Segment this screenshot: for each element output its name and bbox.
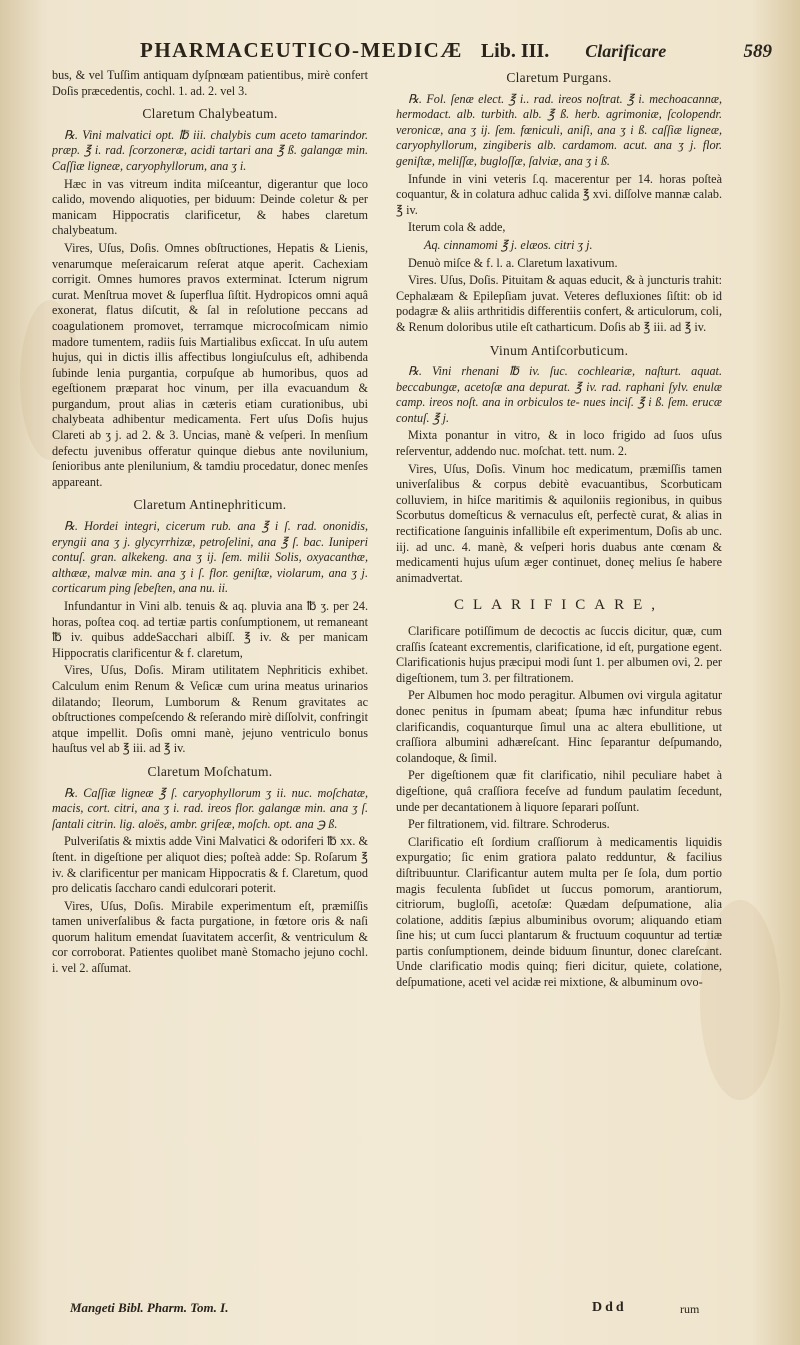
paragraph: Vires, Uſus, Doſis. Mirabile experimentum eſt, præmiſſis tamen univerſalibus & facta purgatione, in fœtore oris & naſi quorum halitum emendat ſuavitatem accerſit, & ventriculum & cor corroborat. Patientes quolibet manè Stomacho jejuno cochl. i. vel 2. aſſumat. xyxy=(52,898,368,976)
right-column xyxy=(396,68,722,1310)
paragraph: Vires, Uſus, Doſis. Miram utilitatem Nephriticis exhibet. Calculum enim Renum & Veſicæ cum urina meatus urinarios dilatando; Ileorum, Lumborum & Renum gravitates ac obſtructiones compeſcendo & reſerando mirè diſſolvit, confringit atque impellit. Doſis omni manè, jejuno ventriculo bonus hauſtus vel ab ℥ iii. ad ℥ iv. xyxy=(52,663,368,756)
paragraph: Vires, Uſus, Doſis. Omnes obſtructiones, Hepatis & Lienis, venarumque meſeraicarum reſerat atque aperit. Cachexiam corrigit. Omnes humores pravos exterminat. Icterum nigrum curat. Menſtrua movet & ſuperflua ſiſtit. Hydropicos omni aquâ exonerat, flatus diſcutit, & ſal in reſolutione peccans ad coagulationem promovet, terramque microcoſmicam nimio madore tumentem, radiis ſuis Martialibus exſiccat. In uſu autem hujus, qui in dictis illis affectibus longiuſculus eſt, adhibenda ſubinde lenia purgantia, corpuſque ab humoribus, quos ad egeſtionem præparat hoc vinum, per illa evacuandum & purgandum, prout alias in cæteris etiam curationibus, ubi chalybeata adhibentur medicamenta. Fert uſus Doſis hujus Clareti ab ʒ j. ad 2. & 3. Uncias, manè & veſperi. In menſium defectu juvenibus offeratur quinque diebus ante novilunium, ſenioribus ante plenilunium, & tamdiu procedatur, donec menſes appareant. xyxy=(52,240,368,489)
paragraph: Vires. Uſus, Doſis. Pituitam & aquas educit, & à juncturis trahit: Cephalæam & Epilepſiam juvat. Veteres defluxiones ſiſtit: ob id podagræ & aliis arthritidis differentiis confert, & articulorum, coli, & Renum doloribus utile eſt catharticum. Doſis ab ℥ iii. ad ℥ iv. xyxy=(396,273,722,334)
chapter-heading: CLARIFICARE, xyxy=(453,597,665,614)
recipe: Aq. cinnamomi ℥ j. elæos. citri ʒ j. xyxy=(424,237,593,252)
paragraph: Denuò miſce & f. l. a. Claretum laxativum. xyxy=(408,255,618,270)
page-header xyxy=(140,38,772,68)
paragraph: Per Albumen hoc modo peragitur. Albumen ovi virgula agitatur donec penitus in ſpumam abeat; ſpuma hæc infunditur rebus clarificandis, coquanturque ſimul una ac altera ebullitione, ut craſſiora albumini adhæreſcant. Hinc ſeparantur deſpumando, colandoque, & ſimil. xyxy=(396,688,722,765)
section-heading: Claretum Antinephriticum. xyxy=(133,497,287,513)
topic-heading: Clarificare xyxy=(585,41,667,61)
section-heading: Claretum Chalybeatum. xyxy=(142,106,278,122)
recipe: ℞. Fol. ſenæ elect. ℥ i.. rad. ireos noſtrat. ℥ i. mechoacannæ, hermodact. alb. turbith. alb. ℥ ß. herb. agrimoniæ, ſcolopendr. veronicæ, ana ʒ ij. ſem. fœniculi, aniſi, ana ʒ i ß. caſſiæ ligneæ, caryophyllorum, zingiberis alb. cardamom. acut. ana ʒ j. flor. geniſtæ, meliſſæ, bugloſſæ, ſalviæ, ana ʒ i ß. xyxy=(396,91,722,168)
paragraph: Pulveriſatis & mixtis adde Vini Malvatici & odoriferi ℔ xx. & ſtent. in digeſtione per aliquot dies; poſteà adde: Sp. Roſarum ℥ iv. & clarificentur per manicam Hippocratis & f. Claretum, quod pro delicatis ſaccharo candi edulcorari poterit. xyxy=(52,834,368,896)
left-column xyxy=(52,68,368,1298)
recipe: ℞. Caſſiæ ligneæ ℥ ſ. caryophyllorum ʒ ii. nuc. moſchatæ, macis, cort. citri, ana ʒ i. rad. ireos flor. galangæ min. ana ʒ ſ. ſantali citrin. lig. aloës, ambr. griſeæ, moſch. opt. ana ℈ ß. xyxy=(52,785,368,831)
sheet-mark: Ddd xyxy=(592,1300,627,1315)
paragraph: bus, & vel Tuſſim antiquam dyſpnœam patientibus, mirè confert Doſis præcedentis, cochl. 1. ad. 2. vel 3. xyxy=(52,68,368,98)
paragraph: Hæc in vas vitreum indita miſceantur, digerantur que loco calido, movendo aliquoties, per biduum: Deinde coletur & per manicam Hippocratis clarificetur, & habes claretum chalybeatum. xyxy=(52,176,368,238)
recipe: ℞. Vini rhenani ℔ iv. ſuc. cochleariæ, naſturt. aquat. beccabungæ, acetoſæ ana depurat. ℥ iv. rad. raphani ſylv. enulæ camp. ireos noſt. ana in orbiculos te- nues inciſ. ℥ i ß. ſem. erucæ contuſ. ℥ j. xyxy=(396,364,722,425)
paragraph: Infundantur in Vini alb. tenuis & aq. pluvia ana ℔ ʒ. per 24. horas, poſtea coq. ad tertiæ partis conſumptionem, ut remaneant ℔ iv. quibus addeSacchari albiſſ. ℥ iv. & per manicam Hippocratis clarificentur & f. claretum, xyxy=(52,599,368,660)
recipe: ℞. Vini malvatici opt. ℔ iii. chalybis cum aceto tamarindor. præp. ℥ i. rad. ſcorzoneræ, acidi tartari ana ℥ ß. galangæ min. Caſſiæ ligneæ, caryophyllorum, ana ʒ i. xyxy=(52,127,368,173)
catchword: rum xyxy=(680,1302,700,1316)
paragraph: Clarificatio eſt ſordium craſſiorum à medicamentis liquidis expurgatio; ſic enim gratiora palato redduntur, & facilius diſtribuuntur. Clarificantur autem multa per ſe ſola, dum portio magis feculenta ſubſidet ut ſuccus pomorum, arantiorum, citriorum, bugloſſi, acetoſæ: Quædam deſpumatione, alia colatione, additis ſæpius albuminibus ovorum; aliquando etiam ſine his; ut cum ſucci plantarum & fructuum coquuntur ad tertiæ partis conſumptionem, deinde biduum ſinuntur, donec clareſcant. Unde clarificatio modis quinq; fieri dicitur, quiete, colatione, deſpumatione, aceti vel acidæ rei mixtione, & albuminum ovo- xyxy=(396,834,722,990)
paragraph: Infunde in vini veteris ſ.q. macerentur per 14. horas poſteà coquantur, & in colatura adhuc calida ℥ xvi. diſſolve mannæ calab. ℥ iv. xyxy=(396,171,722,217)
section-heading: Vinum Antiſcorbuticum. xyxy=(489,342,629,358)
paragraph: Clarificare potiſſimum de decoctis ac ſuccis dicitur, quæ, cum craſſis ſcateant excrementis, clarificatione, id eſt, purgatione egent. Clarificationis hujus præcipui modi ſunt 1. per albumen ovi, 2. per digeſtionem, tum 3. per filtrationem. xyxy=(396,624,722,685)
signature-line: Mangeti Bibl. Pharm. Tom. I. xyxy=(70,1300,229,1315)
section-heading: Claretum Moſchatum. xyxy=(147,763,273,779)
paragraph: Vires, Uſus, Doſis. Vinum hoc medicatum, præmiſſis tamen univerſalibus & corpus debitè evacuantibus, Scorbuticam colluviem, in hiſce maritimis & aquiloniis regionibus, in quibus Scorbutus domeſticus & vernaculus eſt, perfectè curat, & alias in rectificatione ſanguinis infallibile eſt experimentum, Doſis ab unc. iij. ad unc. 4. manè, & veſperi horis duabus ante cœnam & medicamenti hujus uſum æger continuet, doneç melius ſe habere animadvertat. xyxy=(396,461,722,585)
recipe: ℞. Hordei integri, cicerum rub. ana ℥ i ſ. rad. ononidis, eryngii ana ʒ j. glycyrrhizæ, petroſelini, ana ℥ ſ. bac. Iuniperi contuſ. gran. alkekeng. ana ʒ ij. ſem. milii Solis, oxyacanthæ, althææ, malvæ min. ana ʒ i ſ. flor. geniſtæ, violarum, ana ʒ j. corticarum ping ſebeſten, ana nu. ii. xyxy=(52,519,368,596)
book-reference: Lib. III. xyxy=(480,40,550,62)
paragraph: Per filtrationem, vid. filtrare. Schroderus. xyxy=(408,817,610,832)
running-title: PHARMACEUTICO-MEDICÆ xyxy=(140,38,463,62)
paragraph: Mixta ponantur in vitro, & in loco frigido ad ſuos uſus reſerventur, addendo nuc. moſchat. tett. num. 2. xyxy=(396,428,722,459)
paragraph: Per digeſtionem quæ fit clarificatio, nihil peculiare habet à digeſtione, quâ craſſiora feceſve ad fundum paulatim ſecedunt, unde per decantationem à liquore ſeparari poſſunt. xyxy=(396,768,722,814)
paragraph: Iterum cola & adde, xyxy=(408,220,506,235)
section-heading: Claretum Purgans. xyxy=(506,70,612,85)
page-number: 589 xyxy=(743,41,772,62)
